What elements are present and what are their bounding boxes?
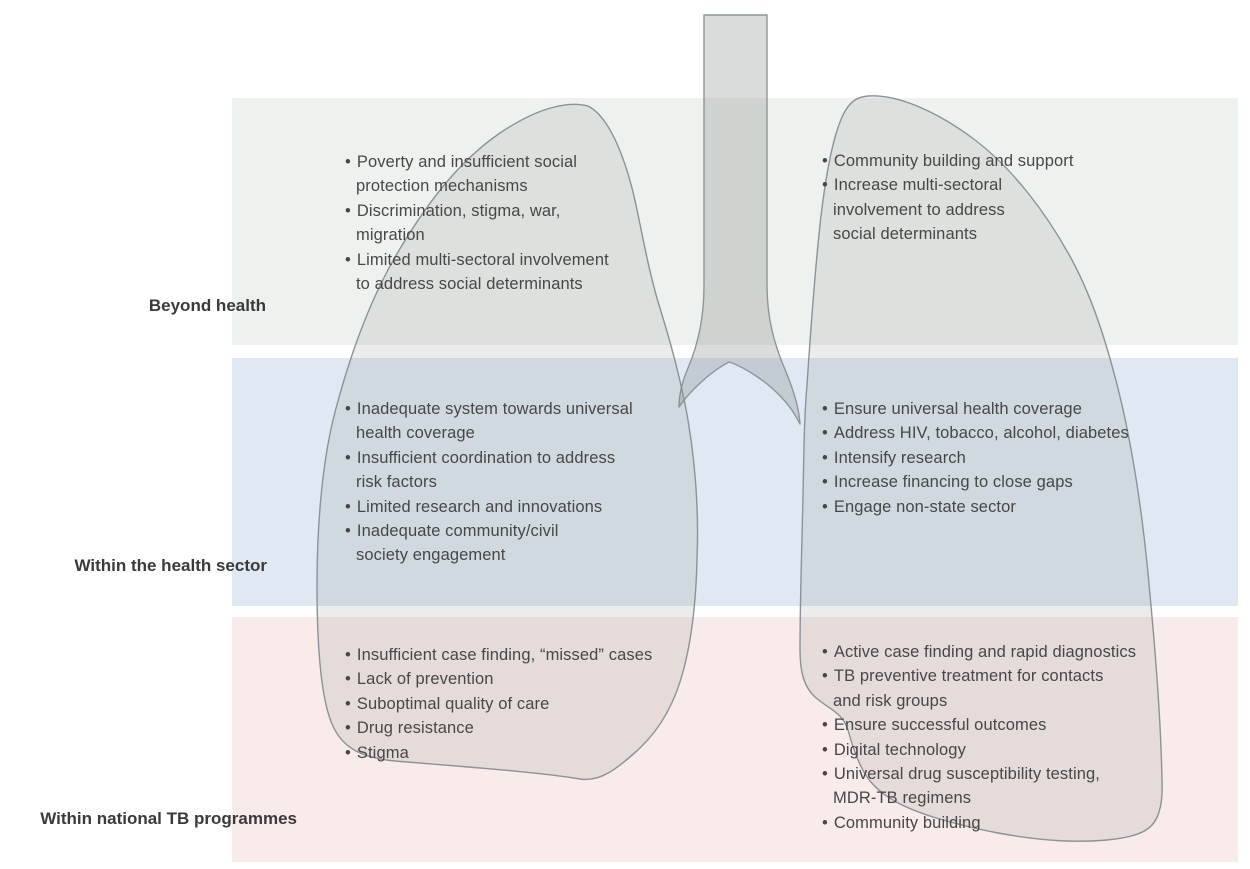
bullet-text: society engagement [356,546,506,565]
bullet-dot-icon: • [822,765,828,784]
bullet-item [822,640,1136,664]
bullet-line [822,446,1129,470]
bullet-text: and risk groups [833,691,948,710]
bullet-dot-icon: • [345,201,351,220]
bullet-item [822,811,1136,835]
bullet-continuation-line [345,272,609,296]
bullet-text: Address HIV, tobacco, alcohol, diabetes [833,424,1129,443]
bullet-continuation-line [822,689,1136,713]
bullet-item [345,446,633,495]
bullet-line [822,173,1074,197]
bullet-dot-icon: • [822,473,828,492]
bullet-text: MDR-TB regimens [833,789,972,808]
band-label-within-health-sector: Within the health sector [74,556,267,575]
bullet-dot-icon: • [822,813,828,832]
bullet-item [822,149,1074,173]
bullet-dot-icon: • [345,694,351,713]
bullet-line [345,519,633,543]
bullet-text: Increase financing to close gaps [833,473,1073,492]
bullet-dot-icon: • [345,448,351,467]
bullet-dot-icon: • [345,670,351,689]
bullet-line [822,421,1129,445]
bullet-dot-icon: • [822,152,828,170]
bullet-dot-icon: • [345,719,351,738]
bullet-item [345,716,652,740]
bullet-line [345,397,633,421]
bullet-line [822,664,1136,688]
bullet-item [822,495,1129,519]
bullet-item [345,667,652,691]
challenges-within-tb-programmes [345,643,652,765]
bullet-line [345,741,652,765]
bullet-text: Poverty and insufficient social [356,153,578,171]
bullet-line [345,667,652,691]
bullet-dot-icon: • [822,667,828,686]
bullet-item [822,446,1129,470]
bullet-line [822,640,1136,664]
bullet-line [345,150,609,174]
bullet-continuation-line [822,222,1074,246]
bullet-item [822,664,1136,713]
bullet-line [345,643,652,667]
bullet-text: Intensify research [833,448,966,467]
bullet-continuation-line [345,174,609,198]
bullet-line [345,446,633,470]
bullet-line [822,738,1136,762]
bullet-text: Inadequate system towards universal [356,400,633,418]
bullet-continuation-line [345,470,633,494]
bullet-item [822,762,1136,811]
bullet-text: Ensure universal health coverage [833,400,1082,418]
bullet-line [345,248,609,272]
bullet-text: Universal drug susceptibility testing, [833,765,1100,784]
solutions-beyond-health [822,149,1074,247]
bullet-text: involvement to address [833,200,1005,219]
bullet-line [822,470,1129,494]
bullet-text: health coverage [356,424,475,443]
bullet-dot-icon: • [822,497,828,516]
bullet-line [822,495,1129,519]
bullet-text: Community building [833,813,981,832]
bullet-line [345,495,633,519]
bullet-text: Discrimination, stigma, war, [356,201,561,220]
bullet-dot-icon: • [345,400,351,418]
challenges-beyond-health [345,150,609,296]
bullet-item [345,692,652,716]
bullet-item [345,199,609,248]
bullet-text: Engage non-state sector [833,497,1016,516]
bullet-text: risk factors [356,473,437,492]
bullet-item [345,741,652,765]
bullet-line [345,716,652,740]
bullet-text: social determinants [833,225,978,244]
bullet-text: Active case finding and rapid diagnostics [833,643,1137,661]
bullet-continuation-line [345,421,633,445]
bullet-continuation-line [345,543,633,567]
bullet-dot-icon: • [822,740,828,759]
bullet-item [345,248,609,297]
bullet-dot-icon: • [345,743,351,762]
bullet-item [822,173,1074,246]
bullet-text: Limited multi-sectoral involvement [356,250,609,269]
bullet-line [345,692,652,716]
bullet-text: Ensure successful outcomes [833,716,1047,735]
bullet-dot-icon: • [822,176,828,195]
bullet-line [822,397,1129,421]
bullet-dot-icon: • [822,424,828,443]
bullet-dot-icon: • [345,497,351,516]
bullet-item [345,397,633,446]
bullet-item [822,713,1136,737]
bullet-dot-icon: • [822,716,828,735]
bullet-item [822,470,1129,494]
bullet-text: Suboptimal quality of care [356,694,550,713]
bullet-dot-icon: • [345,646,351,664]
bullet-text: Inadequate community/civil [356,522,559,541]
bullet-line [822,713,1136,737]
bullet-dot-icon: • [822,448,828,467]
bullet-text: Insufficient coordination to address [356,448,616,467]
bullet-text: Drug resistance [356,719,474,738]
band-label-beyond-health: Beyond health [148,296,266,315]
bullet-dot-icon: • [345,250,351,269]
bullet-continuation-line [822,198,1074,222]
challenges-within-health-sector [345,397,633,568]
bullet-text: TB preventive treatment for contacts [833,667,1104,686]
bullet-dot-icon: • [345,522,351,541]
bullet-text: Stigma [356,743,409,762]
bullet-line [345,199,609,223]
bullet-item [822,738,1136,762]
bullet-text: Lack of prevention [356,670,494,689]
bullet-dot-icon: • [345,153,351,171]
bullet-item [345,643,652,667]
bullet-line [822,811,1136,835]
bullet-text: protection mechanisms [356,177,528,196]
bullet-item [345,519,633,568]
band-label-within-tb-programmes: Within national TB programmes [40,809,297,828]
solutions-within-tb-programmes [822,640,1136,835]
bullet-text: to address social determinants [356,275,583,294]
bullet-text: Increase multi-sectoral [833,176,1003,195]
bullet-text: Limited research and innovations [356,497,603,516]
bullet-dot-icon: • [822,643,828,661]
bullet-continuation-line [822,786,1136,810]
bullet-line [822,149,1074,173]
bullet-line [822,762,1136,786]
bullet-dot-icon: • [822,400,828,418]
bullet-item [345,495,633,519]
bullet-text: migration [356,226,425,245]
bullet-item [345,150,609,199]
solutions-within-health-sector [822,397,1129,519]
bullet-continuation-line [345,223,609,247]
bullet-text: Community building and support [833,152,1074,170]
bullet-text: Digital technology [833,740,966,759]
bullet-item [822,397,1129,421]
bullet-text: Insufficient case finding, “missed” cases [356,646,653,664]
bullet-item [822,421,1129,445]
